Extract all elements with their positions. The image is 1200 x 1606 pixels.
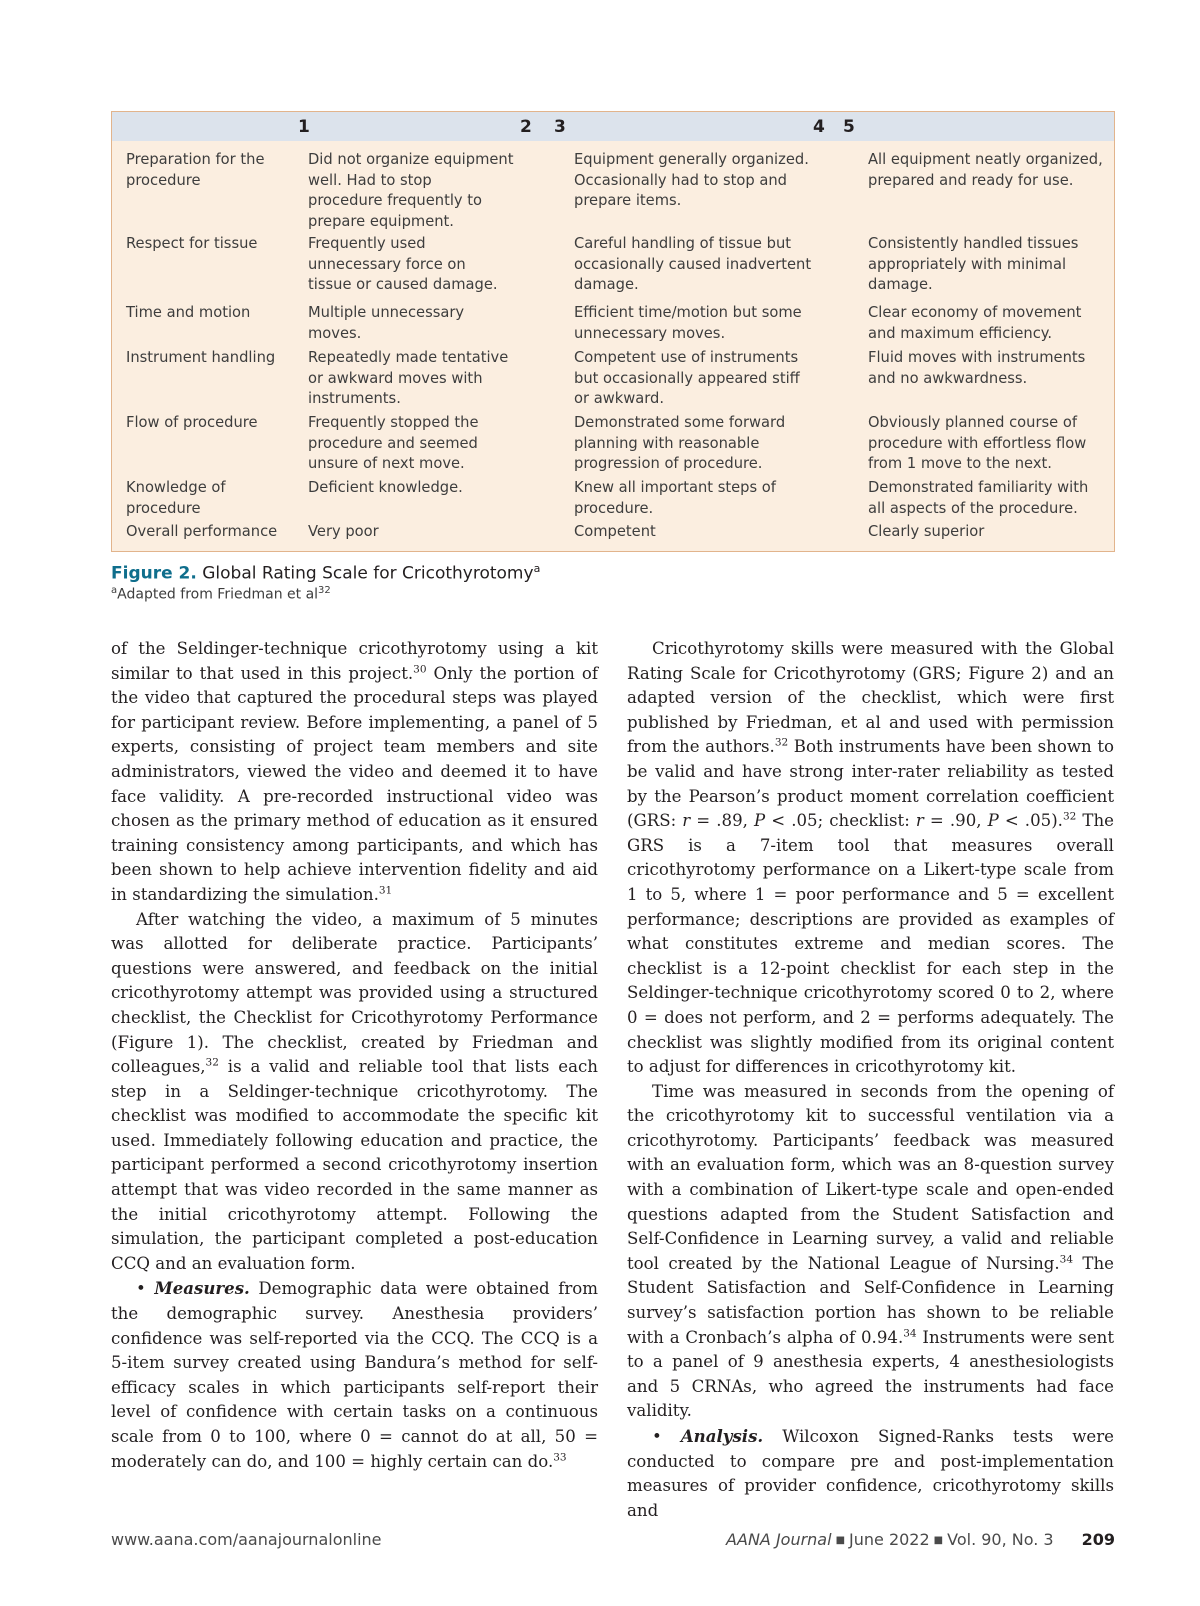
figure-title-marker: a [533, 562, 541, 575]
run-in-heading: Analysis. [680, 1426, 764, 1446]
footnote-text: Adapted from Friedman et al [117, 586, 319, 603]
volume: Vol. 90, No. 3 [947, 1530, 1054, 1549]
score1-cell: Frequently used unnecessary force on tissue or caused damage. [308, 235, 498, 293]
score5-cell: All equipment neatly organized, prepared and ready for use. [868, 151, 1103, 189]
score-header-5: 5 [843, 117, 855, 137]
footnote-marker: a [111, 585, 118, 596]
issue-date: June 2022 [849, 1530, 930, 1549]
criterion-cell: Knowledge of procedure [126, 479, 226, 517]
criterion-cell: Overall performance [126, 523, 278, 540]
table-row [112, 150, 1114, 234]
score1-cell: Deficient knowledge. [308, 479, 463, 496]
run-in-heading: Measures. [154, 1278, 250, 1299]
rating-scale-table [111, 111, 1115, 552]
journal-info [726, 1530, 1115, 1549]
score3-cell: Competent [574, 523, 656, 540]
score-header-4: 4 [813, 117, 825, 137]
score5-cell: Fluid moves with instruments and no awkwardness. [868, 349, 1086, 387]
score-header-3: 3 [554, 117, 566, 137]
table-header [112, 112, 1114, 141]
score3-cell: Knew all important steps of procedure. [574, 479, 776, 517]
score1-cell: Very poor [308, 523, 379, 540]
left-text-column [111, 637, 598, 1474]
table-row [112, 478, 1114, 522]
paragraph: Cricothyrotomy skills were measured with the Global Rating Scale for Cricothyrotomy (GRS; Figure 2) and an adapted version of the checklist, which were first published by Friedman, et al and used with permission from the authors.$^{32}$ Both instruments have been shown to be valid and have strong inter-rater reliability as tested by the Pearson’s product moment correlation coefficient (GRS: r = .89, P < .05; checklist: r = .90, P < .05).$^{32}$ The GRS is a 7-item tool that measures overall cricothyrotomy performance on a Likert-type scale from 1 to 5, where 1 = poor performance and 5 = excellent performance; descriptions are provided as examples of what constitutes extreme and median scores. The checklist is a 12-point checklist for each step in the Seldinger-technique cricothyrotomy scored 0 to 2, where 0 = does not perform, and 2 = performs adequately. The checklist was slightly modified from its original content to adjust for differences in cricothyrotomy kit. [627, 639, 1114, 1077]
score-header-1: 1 [298, 117, 310, 137]
separator-square-icon: ■ [933, 1535, 944, 1546]
citation: 32 [205, 1056, 219, 1069]
table-row [112, 522, 1114, 543]
figure-label: Figure 2. [111, 563, 197, 584]
score3-cell: Equipment generally organized. Occasionally had to stop and prepare items. [574, 151, 809, 209]
table-row [112, 348, 1114, 413]
journal-url[interactable]: www.aana.com/aanajournalonline [111, 1530, 382, 1549]
score5-cell: Clear economy of movement and maximum efficiency. [868, 304, 1082, 342]
score-header-2: 2 [520, 117, 532, 137]
score5-cell: Clearly superior [868, 523, 985, 540]
score1-cell: Frequently stopped the procedure and seemed unsure of next move. [308, 414, 479, 472]
separator-square-icon: ■ [835, 1535, 846, 1546]
citation: 32 [774, 736, 789, 749]
caption-footnote [111, 585, 331, 603]
score5-cell: Consistently handled tissues appropriately with minimal damage. [868, 235, 1079, 293]
figure-caption [111, 562, 540, 584]
journal-name: AANA Journal [726, 1530, 832, 1549]
criterion-cell: Respect for tissue [126, 235, 258, 252]
figure-title: Global Rating Scale for Cricothyrotomy [202, 563, 534, 584]
score1-cell: Repeatedly made tentative or awkward moves with instruments. [308, 349, 509, 407]
criterion-cell: Time and motion [126, 304, 251, 321]
citation: 33 [553, 1451, 567, 1464]
score3-cell: Careful handling of tissue but occasionally caused inadvertent damage. [574, 235, 812, 293]
criterion-cell: Instrument handling [126, 349, 276, 366]
measures-paragraph: • Measures. Demographic data were obtained from the demographic survey. Anesthesia providers’ confidence was self-reported via the CCQ. The CCQ is a 5-item survey created using Bandura’s method for self-efficacy scales in which participants self-report their level of confidence with certain tasks on a continuous scale from 0 to 100, where 0 = cannot do at all, 50 = moderately can do, and 100 = highly certain can do.$^{33}$ [111, 1278, 599, 1471]
page-number: 209 [1081, 1530, 1115, 1549]
score1-cell: Multiple unnecessary moves. [308, 304, 465, 342]
score3-cell: Competent use of instruments but occasionally appeared stiff or awkward. [574, 349, 800, 407]
criterion-cell: Flow of procedure [126, 414, 258, 431]
score5-cell: Demonstrated familiarity with all aspects of the procedure. [868, 479, 1089, 517]
score3-cell: Efficient time/motion but some unnecessary moves. [574, 304, 802, 342]
citation: 32 [1062, 810, 1077, 823]
table-row [112, 234, 1114, 303]
criterion-cell: Preparation for the procedure [126, 151, 265, 189]
footnote-reference: 32 [318, 585, 331, 596]
citation: 34 [903, 1327, 917, 1340]
citation: 30 [413, 663, 427, 676]
right-text-column [627, 637, 1114, 1523]
paragraph: of the Seldinger-technique cricothyrotomy using a kit similar to that used in this project.$^{30}$ Only the portion of the video that captured the procedural steps was played for participant review. Before implementing, a panel of 5 experts, consisting of project team members and site administrators, viewed the video and deemed it to have face validity. A pre-recorded instructional video was chosen as the primary method of education as it ensured training consistency among participants, and which has been shown to help achieve intervention fidelity and aid in standardizing the simulation.$^{31}$ [111, 639, 598, 904]
analysis-paragraph: • Analysis. Wilcoxon Signed-Ranks tests were conducted to compare pre and post-implementation measures of provider confidence, cricothyrotomy skills and [627, 1426, 1115, 1520]
table-row [112, 413, 1114, 478]
paragraph: After watching the video, a maximum of 5 minutes was allotted for deliberate practice. Participants’ questions were answered, and feedback on the initial cricothyrotomy attempt was provided using a structured checklist, the Checklist for Cricothyrotomy Performance (Figure 1). The checklist, created by Friedman and colleagues,$^{32}$ is a valid and reliable tool that lists each step in a Seldinger-technique cricothyrotomy. The checklist was modified to accommodate the specific kit used. Immediately following education and practice, the participant performed a second cricothyrotomy insertion attempt that was video recorded in the same manner as the initial cricothyrotomy attempt. Following the simulation, the participant completed a post-education CCQ and an evaluation form. [111, 909, 598, 1273]
score5-cell: Obviously planned course of procedure with effortless flow from 1 move to the next. [868, 414, 1087, 472]
citation: 31 [378, 884, 393, 897]
table-row [112, 303, 1114, 348]
citation: 34 [1059, 1253, 1074, 1266]
page-footer [111, 1530, 1115, 1554]
score3-cell: Demonstrated some forward planning with reasonable progression of procedure. [574, 414, 786, 472]
score1-cell: Did not organize equipment well. Had to stop procedure frequently to prepare equipment. [308, 151, 514, 230]
paragraph: Time was measured in seconds from the opening of the cricothyrotomy kit to successful ventilation via a cricothyrotomy. Participants’ feedback was measured with an evaluation form, which was an 8-question survey with a combination of Likert-type scale and open-ended questions adapted from the Student Satisfaction and Self-Confidence in Learning survey, a valid and reliable tool created by the National League of Nursing.$^{34}$ The Student Satisfaction and Self-Confidence in Learning survey’s satisfaction portion has shown to be reliable with a Cronbach’s alpha of 0.94.34 Instruments were sent to a panel of 9 anesthesia experts, 4 anesthesiologists and 5 CRNAs, who agreed the instruments had face validity. [627, 1081, 1115, 1421]
